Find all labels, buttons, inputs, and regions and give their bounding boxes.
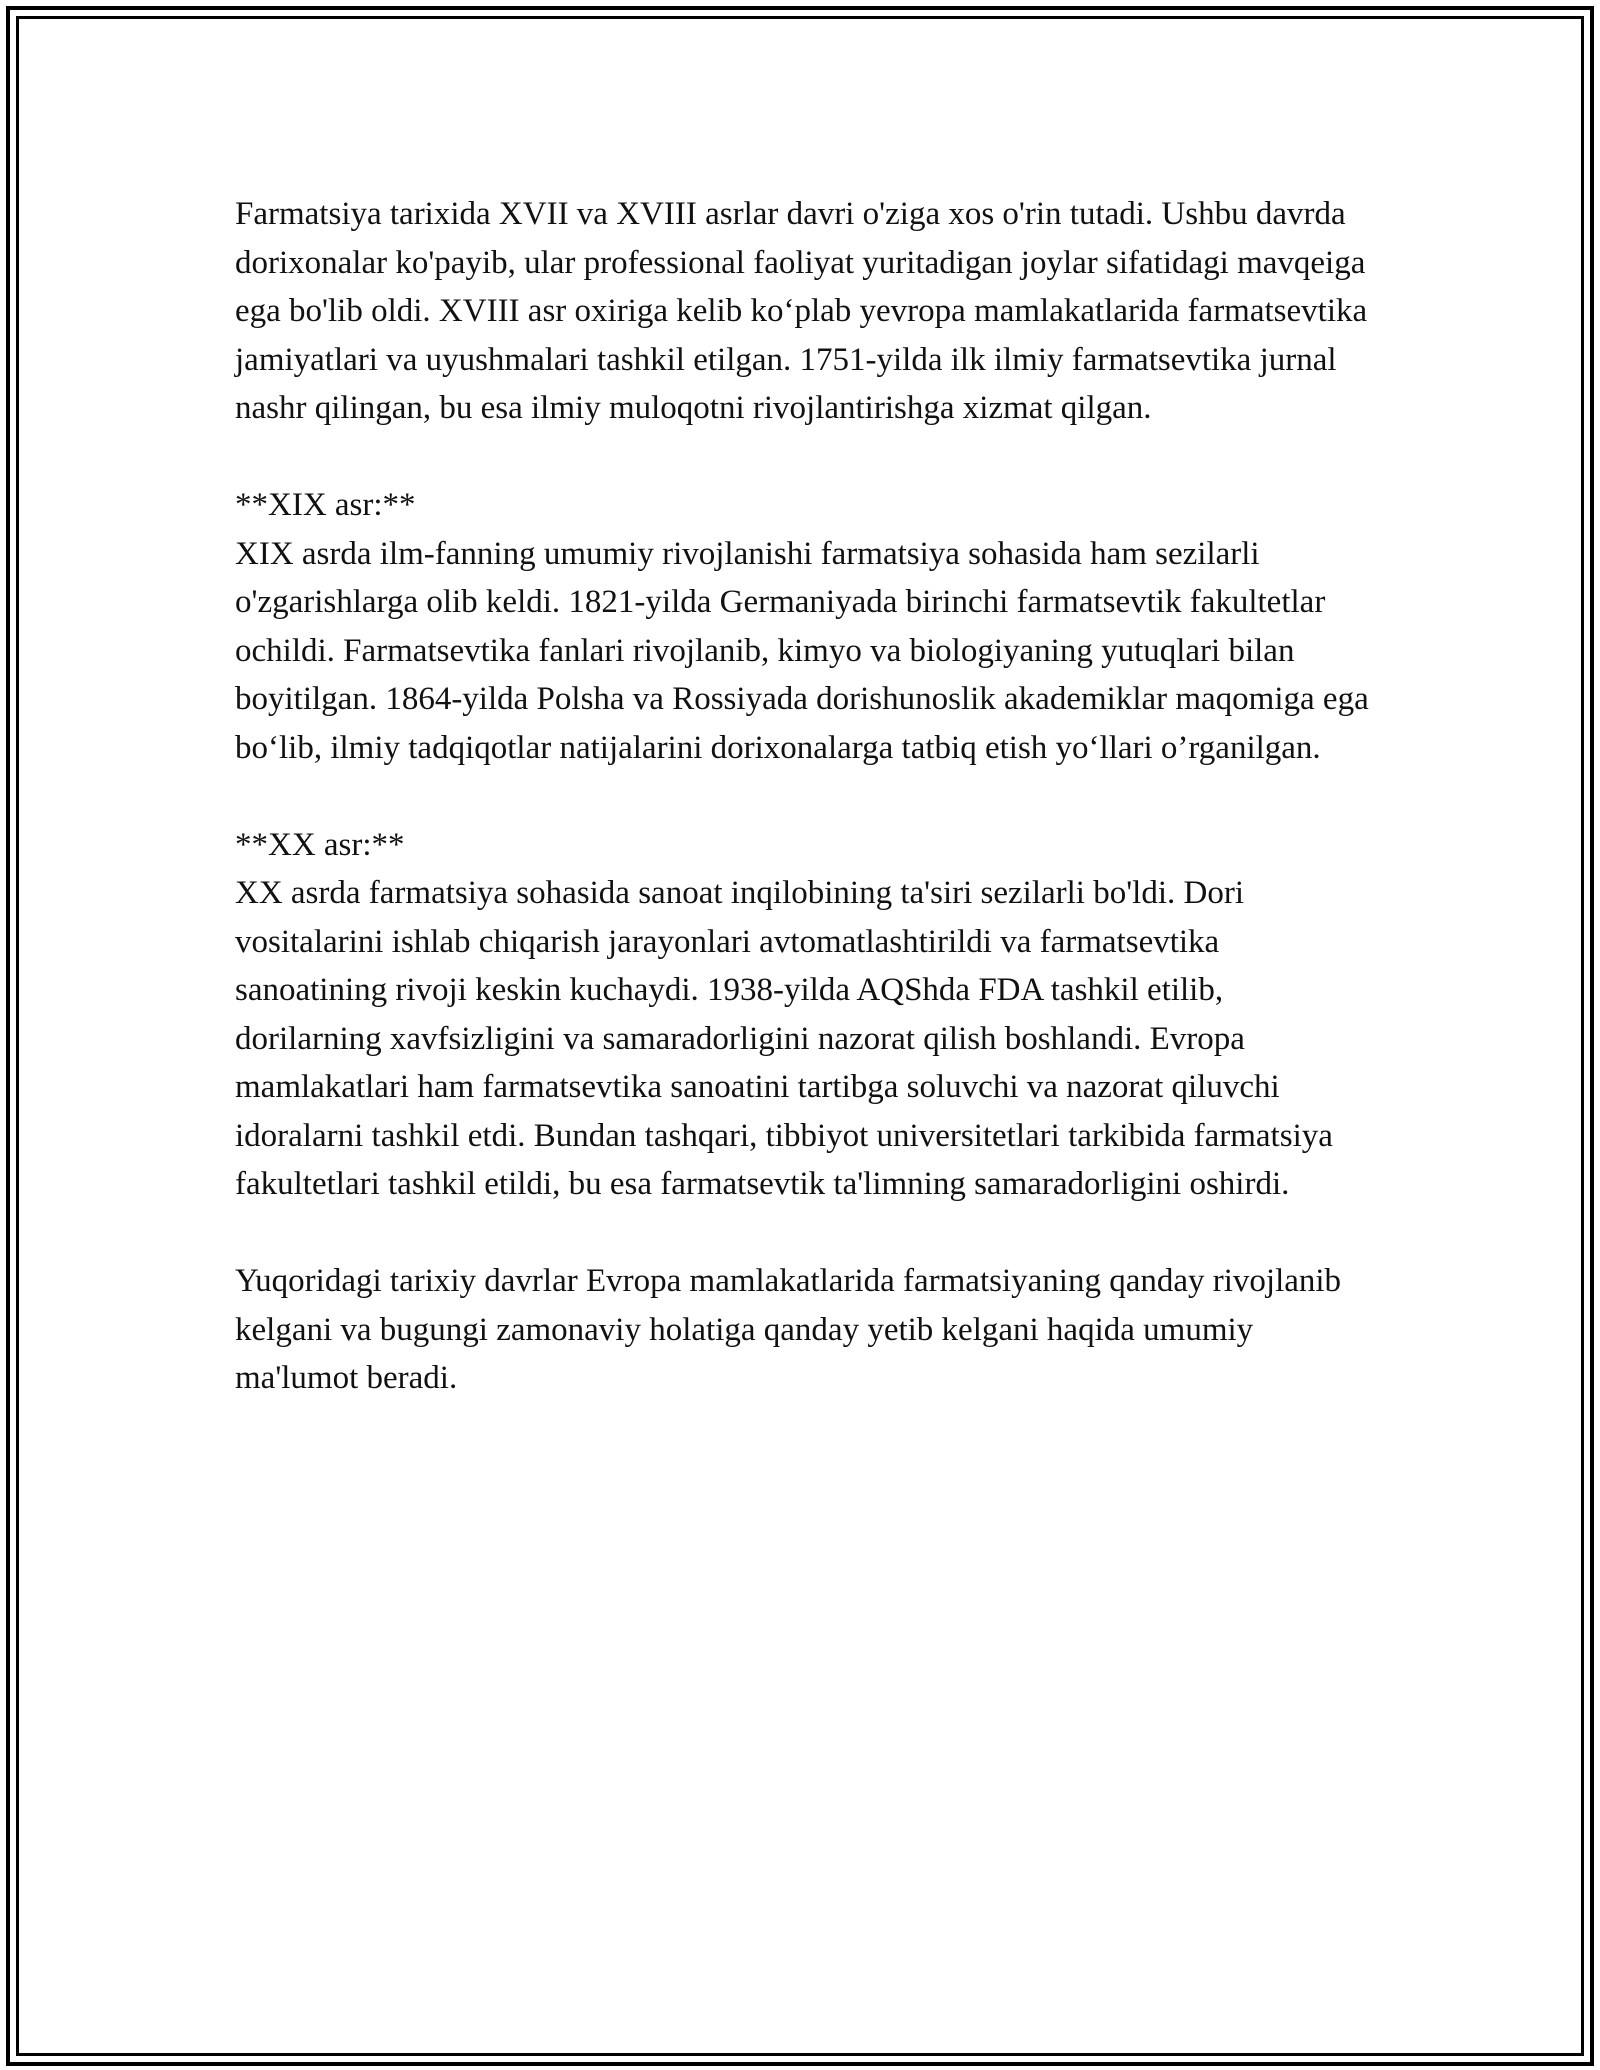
- section-paragraph-xx: XX asrda farmatsiya sohasida sanoat inqilobining ta'siri sezilarli bo'ldi. Dori vositalarini ishlab chiqarish jarayonlari avtomatlashtirildi va farmatsevtika sanoatining rivoji keskin kuchaydi. 1938-yilda AQShda FDA tashkil etilib, dorilarning xavfsizligini va samaradorligini nazorat qilish boshlandi. Evropa mamlakatlari ham farmatsevtika sanoatini tartibga soluvchi va nazorat qiluvchi idoralarni tashkil etdi. Bundan tashqari, tibbiyot universitetlari tarkibida farmatsiya fakultetlari tashkil etildi, bu esa farmatsevtik ta'limning samaradorligini oshirdi.: [235, 875, 1333, 1202]
- conclusion-paragraph: Yuqoridagi tarixiy davrlar Evropa mamlakatlarida farmatsiyaning qanday rivojlanib kelgani va bugungi zamonaviy holatiga qanday yetib kelgani haqida umumiy ma'lumot beradi.: [235, 1263, 1342, 1396]
- document-body: [235, 190, 1375, 1451]
- intro-paragraph: Farmatsiya tarixida XVII va XVIII asrlar davri o'ziga xos o'rin tutadi. Ushbu davrda dorixonalar ko'payib, ular professional faoliyat yuritadigan joylar sifatidagi mavqeiga ega bo'lib oldi. XVIII asr oxiriga kelib ko‘plab yevropa mamlakatlarida farmatsevtika jamiyatlari va uyushmalari tashkil etilgan. 1751-yilda ilk ilmiy farmatsevtika jurnal nashr qilingan, bu esa ilmiy muloqotni rivojlantirishga xizmat qilgan.: [235, 196, 1368, 426]
- section-heading-xx: **XX asr:**: [235, 826, 405, 863]
- section-paragraph-xix: XIX asrda ilm-fanning umumiy rivojlanishi farmatsiya sohasida ham sezilarli o'zgarishlarga olib keldi. 1821-yilda Germaniyada birinchi farmatsevtik fakultetlar ochildi. Farmatsevtika fanlari rivojlanib, kimyo va biologiyaning yutuqlari bilan boyitilgan. 1864-yilda Polsha va Rossiyada dorishunoslik akademiklar maqomiga ega bo‘lib, ilmiy tadqiqotlar natijalarini dorixonalarga tatbiq etish yo‘llari o’rganilgan.: [235, 535, 1369, 766]
- section-heading-xix: **XIX asr:**: [235, 487, 416, 523]
